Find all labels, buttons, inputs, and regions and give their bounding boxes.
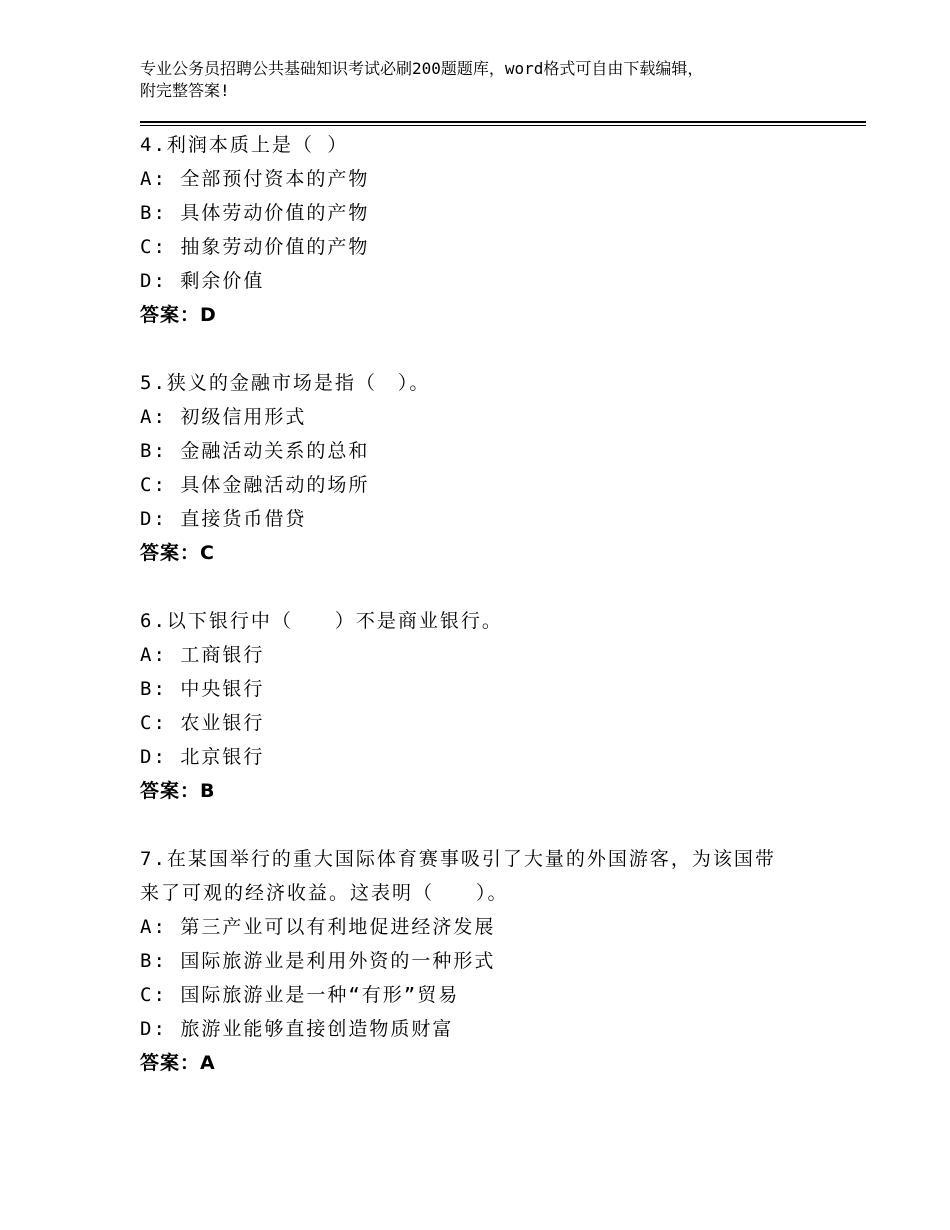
question-stem: 5.狭义的金融市场是指（ ）。	[140, 372, 431, 394]
question-stem: 6.以下银行中（ ）不是商业银行。	[140, 610, 503, 632]
question-7	[140, 842, 840, 1080]
question-stem-line-1: 7.在某国举行的重大国际体育赛事吸引了大量的外国游客，为该国带	[140, 848, 776, 870]
question-5	[140, 366, 840, 570]
option-d: D: 北京银行	[140, 746, 265, 768]
option-a: A: 工商银行	[140, 644, 265, 666]
option-d: D: 旅游业能够直接创造物质财富	[140, 1018, 454, 1040]
header-divider-thin	[140, 125, 866, 126]
document-header	[140, 58, 840, 102]
option-b: B: 国际旅游业是利用外资的一种形式	[140, 950, 496, 972]
question-6	[140, 604, 840, 808]
option-a: A: 全部预付资本的产物	[140, 168, 370, 190]
question-stem-line-2: 来了可观的经济收益。这表明（ ）。	[140, 882, 509, 904]
header-divider-thick	[140, 121, 866, 123]
answer-label: 答案：D	[140, 304, 217, 326]
question-list	[140, 128, 840, 1114]
option-c: C: 抽象劳动价值的产物	[140, 236, 370, 258]
option-b: B: 金融活动关系的总和	[140, 440, 370, 462]
option-c: C: 农业银行	[140, 712, 265, 734]
option-c: C: 国际旅游业是一种“有形”贸易	[140, 984, 460, 1006]
option-b: B: 具体劳动价值的产物	[140, 202, 370, 224]
answer-label: 答案：A	[140, 1052, 216, 1074]
answer-label: 答案：B	[140, 780, 216, 802]
question-4	[140, 128, 840, 332]
option-b: B: 中央银行	[140, 678, 265, 700]
header-line-2: 附完整答案!	[140, 81, 230, 100]
question-stem: 4.利润本质上是（ ）	[140, 134, 349, 156]
option-a: A: 初级信用形式	[140, 406, 307, 428]
option-a: A: 第三产业可以有利地促进经济发展	[140, 916, 496, 938]
option-d: D: 直接货币借贷	[140, 508, 307, 530]
header-line-1: 专业公务员招聘公共基础知识考试必刷200题题库，word格式可自由下载编辑，	[140, 59, 704, 78]
option-d: D: 剩余价值	[140, 270, 265, 292]
option-c: C: 具体金融活动的场所	[140, 474, 370, 496]
answer-label: 答案：C	[140, 542, 215, 564]
